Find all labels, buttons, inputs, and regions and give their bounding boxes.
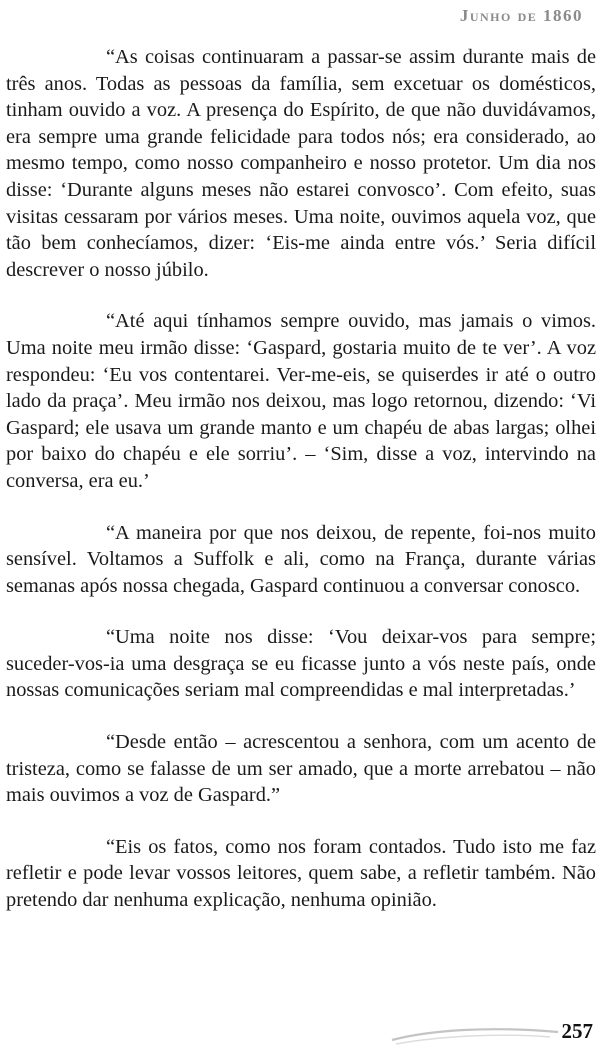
page-number: 257 xyxy=(561,1019,593,1043)
running-header: Junho de 1860 xyxy=(459,6,583,25)
paragraph: “A maneira por que nos deixou, de repente, foi-nos muito sensível. Voltamos a Suffolk e ali, como na França, durante várias semanas após nossa chegada, Gaspard continuou a conversar conosco. xyxy=(6,521,596,597)
paragraph: “Eis os fatos, como nos foram contados. Tudo isto me faz refletir e pode levar vossos leitores, quem sabe, a refletir também. Não pretendo dar nenhuma explicação, nenhuma opinião. xyxy=(6,835,596,912)
footer-swoosh-ornament xyxy=(390,1022,560,1046)
paragraph: “Desde então – acrescentou a senhora, com um acento de tristeza, como se falasse de um ser amado, que a morte arrebatou – não mais ouvimos a voz de Gaspard.” xyxy=(6,731,596,807)
paragraph: “As coisas continuaram a passar-se assim durante mais de três anos. Todas as pessoas da família, sem excetuar os domésticos, tinham ouvido a voz. A presença do Espírito, de que não duvidávamos, era sempre uma grande felicidade para todos nós; era considerado, ao mesmo tempo, como nosso companheiro e nosso protetor. Um dia nos disse: ‘Durante alguns meses não estarei convosco’. Com efeito, suas visitas cessaram por vários meses. Uma noite, ouvimos aquela voz, que tão bem conhecíamos, dizer: ‘Eis-me ainda entre vós.’ Seria difícil descrever o nosso júbilo. xyxy=(6,46,596,281)
paragraph: “Uma noite nos disse: ‘Vou deixar-vos para sempre; suceder-vos-ia uma desgraça se eu ficasse junto a vós neste país, onde nossas comunicações seriam mal compreendidas e mal interpretadas.’ xyxy=(6,626,596,702)
text-body xyxy=(6,44,596,939)
paragraph: “Até aqui tínhamos sempre ouvido, mas jamais o vimos. Uma noite meu irmão disse: ‘Gaspard, gostaria muito de te ver’. A voz respondeu: ‘Eu vos contentarei. Ver-me-eis, se quiserdes ir até o outro lado da praça’. Meu irmão nos deixou, mas logo retornou, dizendo: ‘Vi Gaspard; ele usava um grande manto e um chapéu de abas largas; olhei por baixo do chapéu e ele sorriu’. – ‘Sim, disse a voz, intervindo na conversa, era eu.’ xyxy=(6,310,596,492)
